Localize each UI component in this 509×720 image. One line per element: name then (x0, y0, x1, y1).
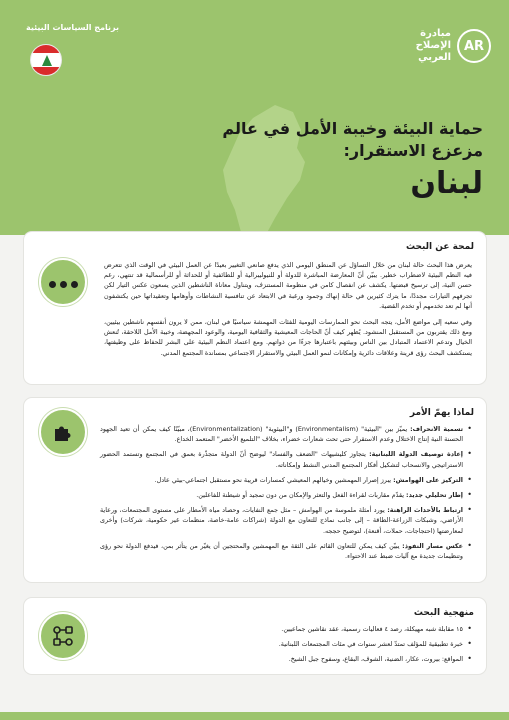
title-country: لبنان (410, 166, 483, 201)
list-item: • إطار تحليلي جديد: يقدّم مقاربات لقراءة الفعل والتعثر والإمكان من دون تمجيد أو شيطنة للفاعلين. (100, 490, 472, 500)
overview-body (104, 260, 472, 364)
overview-card (24, 232, 486, 384)
title-line-1: حماية البيئة وخيبة الأمل في عالم (222, 119, 483, 138)
logo-text: مبادرة الإصلاح العربي (415, 28, 451, 63)
list-item: • ١٥ مقابلة شبه مهيكلة، رصد ٤ فعاليات رسمية، عقد نقاشين جماعيين. (100, 624, 472, 634)
title-line-2: مزعزع الاستقرار: (343, 141, 483, 160)
bottom-accent-bar (0, 712, 509, 720)
arab-reform-logo (416, 28, 491, 64)
list-item: • إعادة توصيف الدولة اللبنانية: يتجاوز كليشيهات "الضعف والفساد" ليوضح أنّ الدولة متجذّرة بعمق في المجتمع وتستمد الحضور الاستراتيجي والانسحاب لتشكيل أفكار المجتمع المدني النشط وإمكاناته. (100, 449, 472, 469)
logo-mark: AR (457, 29, 491, 63)
overview-heading: لمحة عن البحث (405, 242, 474, 252)
list-item: • المواقع: بيروت، عكار، الضنية، الشوف، البقاع، وسفوح جبل الشيخ. (100, 654, 472, 664)
why-list-wrap (100, 424, 472, 566)
list-item: • خبرة تطبيقية للمؤلف تمتدّ لعشر سنوات في مئات المجتمعات اللبنانية. (100, 639, 472, 649)
list-item: • تسمية الانحراف: يميّز بين "البيئية" (Environmentalism) و"البيئوية" (Environmentalization)، مبيّنًا كيف يمكن أن تعيد الجهود الحسنة النية إنتاج الاختلال وعدم الاستقرار حتى تحت شعارات خضراء، بخلاف "التلميع الأخضر" المتعمد الخداع. (100, 424, 472, 444)
why-heading: لماذا يهمّ الأمر (409, 408, 474, 418)
workflow-icon (39, 612, 87, 660)
program-name: برنامج السياسات البيئية (26, 23, 120, 32)
overview-paragraph-2: وفي سعيه إلى مواضع الأمل، يتجه البحث نحو الممارسات اليومية للفئات المهمشة سياسيًا في لبنان، ممن لا يرون أنفسهم ناشطين بيئيين، ومع ذلك يقتربون من المستقبل المنشود. يُظهر كيف أنّ الحاجات المعيشية والثقافية اليومية، والوعود المجهضة، وخيبة الأمل اللاحقة، تُنعش الخيال وتدعم الاعتماد المتبادل بين الناس وبيئتهم باعتبارها جزءًا من ذواتهم. ومع اعتماد النظم البيئية على البشر للحفاظ على وظيفتها، يستكشف البحث رؤى قرينة وعلاقات دائرية وإمكانات لنمو العمل البيئي والاستقرار الاجتماعي بمساندة المجتمع المدني. (104, 318, 472, 357)
three-dots-icon (39, 258, 87, 306)
hero-banner (0, 0, 509, 235)
method-list (100, 624, 472, 665)
method-heading: منهجية البحث (413, 608, 474, 618)
method-card (24, 598, 486, 674)
why-card (24, 398, 486, 582)
list-item: • التركيز على الهوامش: يبرز إصرار المهمشين وخيالهم المعيشي كمسارات قريبة نحو مستقبل اجتماعي-بيئي عادل. (100, 475, 472, 485)
lebanon-flag-icon (30, 44, 62, 76)
list-item: • ارتباط بالأحداث الراهنة: يورد أمثلة ملموسة من الهوامش – مثل جمع النفايات، وحصاد مياه الأمطار على مستوى المجتمعات، ورعاية الأراضي، وشبكات الزراعة-الطاقة – إلى جانب نماذج للتعاون مع الدولة (شراكات عامة-خاصة، منظمات غير حكومية، شركات) وأخرى لمعارضتها (احتجاجات، حملات، أقنعة)، لتوضيح حججه. (100, 505, 472, 536)
overview-paragraph-1: يعرض هذا البحث حالة لبنان من خلال التساؤل عن المنطق اليومي الذي يدفع صانعي التغيير بعيدًا عن العمل البيئي في الوقت الذي تتعرض فيه النظم البيئية لاضطراب خطير. يبيّن أنّ المعارضة المباشرة للدولة أو للنيوليبرالية أو للطائفية أو للحداثة أو للرأسمالية قد تنتهي، رغم حسن النية، إلى ترسيخ قبضتها. يكشف عن انفصال كامن في منظومة المستنزف، ويتناول معاناة الناشطين الذين يسعون عكس التيار لكن تجرفهم التيارات مجددًا، ما يترك كثيرين في حالة إنهاك وجمود ورغبة في الابتعاد عن تنافسية النشاطات وأوهامها وتعقيداتها حين يكتشفون أنها لم تعد تخدمهم أو تخدم القضية. (104, 261, 472, 310)
method-list-wrap (100, 624, 472, 670)
puzzle-icon (39, 408, 87, 456)
page-title (222, 118, 483, 204)
list-item: • عكس مسار النفوذ: يبيّن كيف يمكن للتعاون القائم على الثقة مع المهمشين والمحتجين أن يغيّر من يتأثر بمن، فيدفع الدولة نحو رؤى وتنظيمات جديدة مع آليات ضبط عند الاحتواء. (100, 541, 472, 561)
why-list (100, 424, 472, 561)
